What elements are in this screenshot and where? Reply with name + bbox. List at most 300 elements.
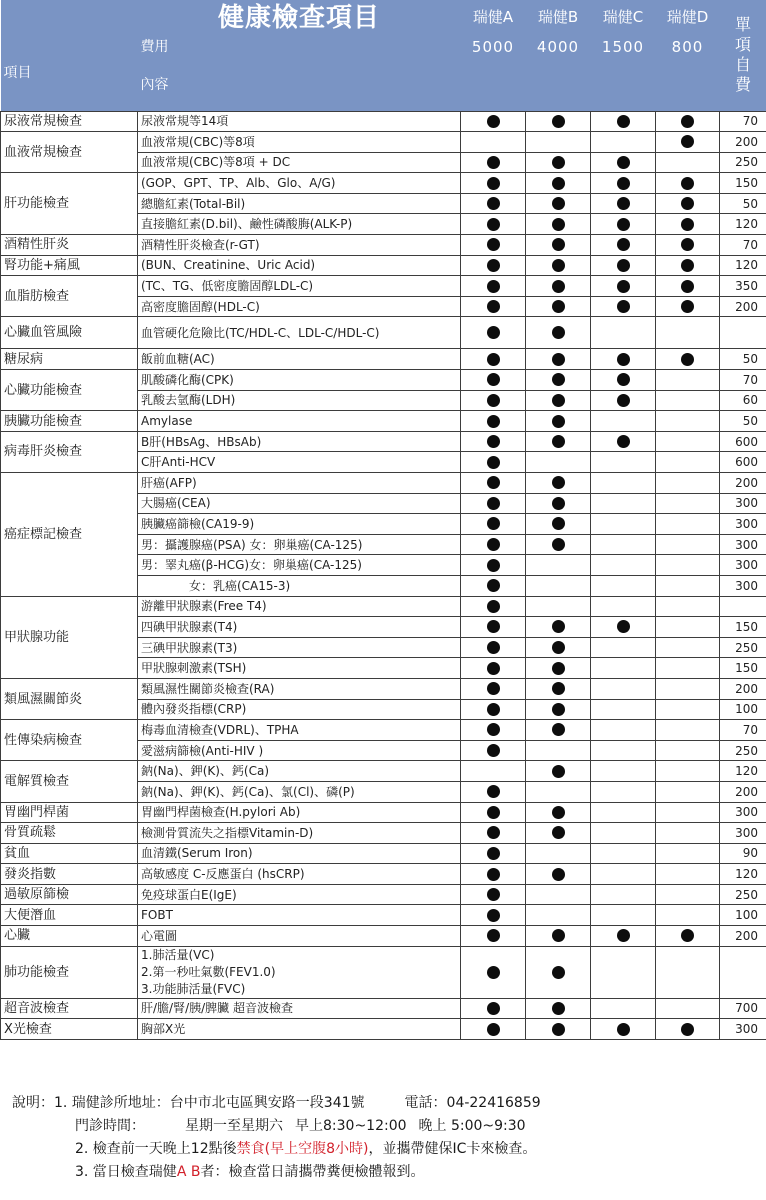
included-dot-icon	[681, 929, 694, 942]
content-cell: 類風濕性關節炎檢查(RA)	[138, 678, 461, 699]
self-pay-price: 300	[720, 555, 766, 576]
included-dot-icon	[487, 280, 500, 293]
included-dot-icon	[487, 156, 500, 169]
fasting-warning: 禁食(早上空腹8小時)	[236, 1141, 369, 1157]
table-row	[1, 235, 766, 256]
note-3-text: 3. 當日檢查瑞健	[75, 1164, 177, 1180]
self-pay-price: 150	[720, 173, 766, 194]
included-dot-icon	[552, 620, 565, 633]
hours-days: 星期一至星期六	[185, 1118, 283, 1134]
clinic-address: 1. 瑞健診所地址：台中市北屯區興安路一段341號	[54, 1095, 365, 1111]
content-cell: 直接膽紅素(D.bil)、鹼性磷酸脢(ALK-P)	[138, 214, 461, 235]
content-cell: 血液常規(CBC)等8項	[138, 132, 461, 153]
self-pay-price: 120	[720, 255, 766, 276]
note-line-1	[12, 1092, 762, 1115]
plan-d-mark-cell	[656, 431, 720, 452]
plan-a-mark-cell	[461, 411, 526, 432]
included-dot-icon	[487, 620, 500, 633]
plan-c-mark-cell	[591, 905, 656, 926]
included-dot-icon	[617, 373, 630, 386]
self-pay-price: 120	[720, 761, 766, 782]
self-pay-price: 300	[720, 823, 766, 844]
plan-a-mark-cell	[461, 617, 526, 638]
category-cell: 腎功能+痛風	[1, 255, 138, 276]
included-dot-icon	[552, 280, 565, 293]
plan-a-mark-cell	[461, 276, 526, 297]
plan-a-mark-cell	[461, 843, 526, 864]
included-dot-icon	[487, 929, 500, 942]
self-pay-price: 250	[720, 637, 766, 658]
content-cell	[138, 946, 461, 998]
included-dot-icon	[487, 600, 500, 613]
included-dot-icon	[487, 1002, 500, 1015]
included-dot-icon	[552, 218, 565, 231]
table-row	[1, 596, 766, 617]
plan-b-name: 瑞健B	[537, 8, 579, 26]
category-cell: 心臟	[1, 926, 138, 947]
included-dot-icon	[552, 156, 565, 169]
plan-c-mark-cell	[591, 864, 656, 885]
plan-d-mark-cell	[656, 1019, 720, 1040]
included-dot-icon	[487, 394, 500, 407]
self-pay-char: 費	[734, 75, 751, 95]
plan-b-mark-cell	[526, 235, 591, 256]
category-cell: X光檢查	[1, 1019, 138, 1040]
category-cell: 血液常規檢查	[1, 132, 138, 173]
self-pay-price: 250	[720, 884, 766, 905]
table-row	[1, 905, 766, 926]
included-dot-icon	[681, 135, 694, 148]
plan-b-mark-cell	[526, 678, 591, 699]
included-dot-icon	[617, 197, 630, 210]
plan-a-mark-cell	[461, 111, 526, 132]
content-cell: B肝(HBsAg、HBsAb)	[138, 431, 461, 452]
clinic-phone: 電話：04-22416859	[404, 1095, 541, 1111]
plan-c-mark-cell	[591, 998, 656, 1019]
content-cell: (TC、TG、低密度膽固醇LDL-C)	[138, 276, 461, 297]
plan-a-mark-cell	[461, 823, 526, 844]
plan-b-mark-cell	[526, 740, 591, 761]
table-row	[1, 720, 766, 741]
plan-a-mark-cell	[461, 596, 526, 617]
included-dot-icon	[552, 435, 565, 448]
self-pay-price: 90	[720, 843, 766, 864]
plan-d-mark-cell	[656, 235, 720, 256]
content-cell: FOBT	[138, 905, 461, 926]
plan-b-mark-cell	[526, 575, 591, 596]
hours-evening: 晚上 5:00~9:30	[418, 1118, 526, 1134]
table-row	[1, 1019, 766, 1040]
plan-d-mark-cell	[656, 534, 720, 555]
included-dot-icon	[487, 662, 500, 675]
plan-d-mark-cell	[656, 740, 720, 761]
category-cell: 電解質檢查	[1, 761, 138, 802]
included-dot-icon	[487, 723, 500, 736]
content-cell: 游離甲狀腺素(Free T4)	[138, 596, 461, 617]
plan-b-mark-cell	[526, 596, 591, 617]
included-dot-icon	[617, 280, 630, 293]
plan-b-mark-cell	[526, 534, 591, 555]
plan-c-mark-cell	[591, 111, 656, 132]
included-dot-icon	[617, 394, 630, 407]
plan-b-mark-cell	[526, 349, 591, 370]
included-dot-icon	[552, 326, 565, 339]
plan-a-mark-cell	[461, 884, 526, 905]
plan-c-mark-cell	[591, 926, 656, 947]
plan-a-mark-cell	[461, 740, 526, 761]
table-row	[1, 431, 766, 452]
plan-b-mark-cell	[526, 214, 591, 235]
content-cell: 肌酸磷化酶(CPK)	[138, 370, 461, 391]
plan-b-mark-cell	[526, 276, 591, 297]
plan-b-mark-cell	[526, 637, 591, 658]
category-cell: 骨質疏鬆	[1, 823, 138, 844]
plan-c-mark-cell	[591, 720, 656, 741]
table-row	[1, 317, 766, 349]
category-cell: 過敏原篩檢	[1, 884, 138, 905]
included-dot-icon	[552, 1023, 565, 1036]
included-dot-icon	[552, 682, 565, 695]
self-pay-price	[720, 317, 766, 349]
plan-b-mark-cell	[526, 761, 591, 782]
included-dot-icon	[487, 115, 500, 128]
included-dot-icon	[487, 744, 500, 757]
content-cell: 四碘甲狀腺素(T4)	[138, 617, 461, 638]
self-pay-price: 250	[720, 152, 766, 173]
self-pay-price: 100	[720, 905, 766, 926]
plan-a-mark-cell	[461, 534, 526, 555]
plan-c-mark-cell	[591, 781, 656, 802]
plan-d-mark-cell	[656, 214, 720, 235]
content-cell: 飯前血糖(AC)	[138, 349, 461, 370]
self-pay-price: 300	[720, 1019, 766, 1040]
plan-d-mark-cell	[656, 658, 720, 679]
plan-a-mark-cell	[461, 255, 526, 276]
plan-c-mark-cell	[591, 596, 656, 617]
table-row	[1, 173, 766, 194]
content-cell: 高密度膽固醇(HDL-C)	[138, 296, 461, 317]
self-pay-price: 200	[720, 132, 766, 153]
content-cell: 愛滋病篩檢(Anti-HIV )	[138, 740, 461, 761]
included-dot-icon	[552, 394, 565, 407]
plan-a-name: 瑞健A	[472, 8, 514, 26]
table-row	[1, 473, 766, 494]
included-dot-icon	[552, 476, 565, 489]
table-row	[1, 255, 766, 276]
self-pay-price: 300	[720, 534, 766, 555]
self-pay-price: 200	[720, 781, 766, 802]
plan-b-mark-cell	[526, 255, 591, 276]
plan-a-mark-cell	[461, 296, 526, 317]
self-pay-price: 70	[720, 235, 766, 256]
included-dot-icon	[487, 909, 500, 922]
self-pay-price: 100	[720, 699, 766, 720]
self-pay-price: 250	[720, 740, 766, 761]
plan-d-name: 瑞健D	[666, 8, 709, 26]
plan-a-mark-cell	[461, 214, 526, 235]
included-dot-icon	[487, 497, 500, 510]
plan-d-mark-cell	[656, 111, 720, 132]
plan-d-mark-cell	[656, 575, 720, 596]
plan-c-mark-cell	[591, 152, 656, 173]
note-2-text: 2. 檢查前一天晚上12點後	[75, 1141, 237, 1157]
self-pay-price: 150	[720, 617, 766, 638]
self-pay-price	[720, 596, 766, 617]
included-dot-icon	[552, 641, 565, 654]
plan-c-mark-cell	[591, 349, 656, 370]
plan-a-mark-cell	[461, 452, 526, 473]
plan-c-mark-cell	[591, 473, 656, 494]
plan-c-mark-cell	[591, 514, 656, 535]
category-cell: 類風濕關節炎	[1, 678, 138, 719]
plan-b-mark-cell	[526, 998, 591, 1019]
plan-d-mark-cell	[656, 699, 720, 720]
included-dot-icon	[487, 177, 500, 190]
included-dot-icon	[487, 218, 500, 231]
content-cell: 血清鐵(Serum Iron)	[138, 843, 461, 864]
plan-a-mark-cell	[461, 946, 526, 998]
included-dot-icon	[552, 497, 565, 510]
plan-c-mark-cell	[591, 452, 656, 473]
plan-c-mark-cell	[591, 617, 656, 638]
table-row	[1, 370, 766, 391]
table-row	[1, 823, 766, 844]
plan-a-mark-cell	[461, 493, 526, 514]
plan-c-mark-cell	[591, 946, 656, 998]
included-dot-icon	[487, 326, 500, 339]
plan-b-mark-cell	[526, 473, 591, 494]
plan-a-mark-cell	[461, 926, 526, 947]
content-cell: 甲狀腺刺激素(TSH)	[138, 658, 461, 679]
self-pay-price: 50	[720, 193, 766, 214]
included-dot-icon	[617, 620, 630, 633]
table-row	[1, 946, 766, 998]
note-2-tail: ，並攜帶健保IC卡來檢查。	[368, 1141, 537, 1157]
plan-d-mark-cell	[656, 473, 720, 494]
plan-c-mark-cell	[591, 658, 656, 679]
plan-d-mark-cell	[656, 802, 720, 823]
plan-d-mark-cell	[656, 596, 720, 617]
plan-d-mark-cell	[656, 370, 720, 391]
plan-b-mark-cell	[526, 493, 591, 514]
included-dot-icon	[681, 218, 694, 231]
plan-a-mark-cell	[461, 349, 526, 370]
plan-d-mark-cell	[656, 132, 720, 153]
plan-d-mark-cell	[656, 411, 720, 432]
content-line: 1.肺活量(VC)	[141, 948, 215, 963]
self-pay-price: 60	[720, 390, 766, 411]
self-pay-price: 200	[720, 678, 766, 699]
included-dot-icon	[487, 517, 500, 530]
plan-d-mark-cell	[656, 514, 720, 535]
included-dot-icon	[617, 238, 630, 251]
plan-b-mark-cell	[526, 514, 591, 535]
plan-d-mark-cell	[656, 452, 720, 473]
included-dot-icon	[617, 156, 630, 169]
plan-c-mark-cell	[591, 370, 656, 391]
plan-b-mark-cell	[526, 699, 591, 720]
category-cell: 胃幽門桿菌	[1, 802, 138, 823]
included-dot-icon	[487, 579, 500, 592]
plan-b-mark-cell	[526, 411, 591, 432]
category-cell: 大便潛血	[1, 905, 138, 926]
plan-d-mark-cell	[656, 864, 720, 885]
included-dot-icon	[552, 826, 565, 839]
table-row	[1, 926, 766, 947]
note-hours	[12, 1115, 762, 1138]
plan-a-mark-cell	[461, 235, 526, 256]
plan-c-mark-cell	[591, 214, 656, 235]
plan-d-mark-cell	[656, 617, 720, 638]
plan-a-mark-cell	[461, 473, 526, 494]
self-pay-price: 700	[720, 998, 766, 1019]
content-cell: 體內發炎指標(CRP)	[138, 699, 461, 720]
self-pay-price: 600	[720, 431, 766, 452]
plan-a-mark-cell	[461, 905, 526, 926]
included-dot-icon	[552, 353, 565, 366]
included-dot-icon	[681, 259, 694, 272]
plan-d-mark-cell	[656, 926, 720, 947]
plan-a-mark-cell	[461, 658, 526, 679]
content-cell: 鈉(Na)、鉀(K)、鈣(Ca)、氯(Cl)、磷(P)	[138, 781, 461, 802]
included-dot-icon	[552, 703, 565, 716]
content-label: 內容	[140, 76, 169, 93]
included-dot-icon	[487, 538, 500, 551]
plan-b-mark-cell	[526, 317, 591, 349]
self-pay-price: 600	[720, 452, 766, 473]
plan-a-mark-cell	[461, 699, 526, 720]
plan-d-mark-cell	[656, 843, 720, 864]
included-dot-icon	[552, 517, 565, 530]
plan-c-mark-cell	[591, 637, 656, 658]
content-cell: 免疫球蛋白E(IgE)	[138, 884, 461, 905]
content-cell: 檢測骨質流失之指標Vitamin-D)	[138, 823, 461, 844]
plan-d-mark-cell	[656, 193, 720, 214]
plan-b-mark-cell	[526, 720, 591, 741]
table-row	[1, 411, 766, 432]
content-cell: 血管硬化危險比(TC/HDL-C、LDL-C/HDL-C)	[138, 317, 461, 349]
category-cell: 酒精性肝炎	[1, 235, 138, 256]
content-cell: 血液常規(CBC)等8項 + DC	[138, 152, 461, 173]
plan-b-mark-cell	[526, 296, 591, 317]
content-cell: 胰臟癌篩檢(CA19-9)	[138, 514, 461, 535]
category-cell: 糖尿病	[1, 349, 138, 370]
plan-d-mark-cell	[656, 493, 720, 514]
included-dot-icon	[487, 559, 500, 572]
plan-c-mark-cell	[591, 276, 656, 297]
table-row	[1, 678, 766, 699]
table-row	[1, 276, 766, 297]
included-dot-icon	[617, 259, 630, 272]
plan-c-mark-cell	[591, 132, 656, 153]
plan-b-mark-cell	[526, 111, 591, 132]
included-dot-icon	[617, 929, 630, 942]
included-dot-icon	[487, 476, 500, 489]
plan-a-mark-cell	[461, 781, 526, 802]
note-line-3	[12, 1161, 762, 1184]
included-dot-icon	[487, 456, 500, 469]
included-dot-icon	[487, 353, 500, 366]
plan-d-mark-cell	[656, 173, 720, 194]
category-cell: 肝功能檢查	[1, 173, 138, 235]
included-dot-icon	[552, 868, 565, 881]
self-pay-price: 200	[720, 926, 766, 947]
included-dot-icon	[552, 373, 565, 386]
plan-b-mark-cell	[526, 926, 591, 947]
table-row	[1, 349, 766, 370]
included-dot-icon	[552, 966, 565, 979]
included-dot-icon	[487, 868, 500, 881]
plan-d-mark-cell	[656, 555, 720, 576]
category-cell: 心臟功能檢查	[1, 370, 138, 411]
plan-c-mark-cell	[591, 1019, 656, 1040]
plan-c-mark-cell	[591, 575, 656, 596]
plan-d-mark-cell	[656, 905, 720, 926]
plan-b-mark-cell	[526, 905, 591, 926]
plan-c-mark-cell	[591, 390, 656, 411]
category-cell: 肺功能檢查	[1, 946, 138, 998]
plan-c-mark-cell	[591, 235, 656, 256]
self-pay-char: 自	[734, 55, 751, 75]
included-dot-icon	[617, 300, 630, 313]
self-pay-price: 200	[720, 473, 766, 494]
included-dot-icon	[681, 197, 694, 210]
plan-c-price: 1500	[601, 37, 645, 56]
content-cell: 大腸癌(CEA)	[138, 493, 461, 514]
plan-c-mark-cell	[591, 317, 656, 349]
self-pay-price	[720, 946, 766, 998]
included-dot-icon	[681, 280, 694, 293]
plan-b-mark-cell	[526, 823, 591, 844]
category-cell: 血脂肪檢查	[1, 276, 138, 317]
category-cell: 超音波檢查	[1, 998, 138, 1019]
included-dot-icon	[552, 806, 565, 819]
plan-b-mark-cell	[526, 1019, 591, 1040]
content-cell: 胸部X光	[138, 1019, 461, 1040]
included-dot-icon	[617, 435, 630, 448]
content-cell: 肝/膽/腎/胰/脾臟 超音波檢查	[138, 998, 461, 1019]
content-cell: 胃幽門桿菌檢查(H.pylori Ab)	[138, 802, 461, 823]
included-dot-icon	[487, 826, 500, 839]
content-cell: 高敏感度 C-反應蛋白 (hsCRP)	[138, 864, 461, 885]
plan-a-mark-cell	[461, 193, 526, 214]
plan-a-mark-cell	[461, 370, 526, 391]
content-cell: 三碘甲狀腺素(T3)	[138, 637, 461, 658]
plan-a-mark-cell	[461, 720, 526, 741]
page-title: 健康檢查項目	[217, 2, 380, 33]
table-row	[1, 111, 766, 132]
plan-b-mark-cell	[526, 132, 591, 153]
plan-d-mark-cell	[656, 152, 720, 173]
plan-a-price: 5000	[471, 37, 515, 56]
plan-c-mark-cell	[591, 493, 656, 514]
included-dot-icon	[487, 888, 500, 901]
plan-b-mark-cell	[526, 555, 591, 576]
included-dot-icon	[552, 723, 565, 736]
plan-c-mark-cell	[591, 193, 656, 214]
table-row	[1, 802, 766, 823]
category-cell: 貧血	[1, 843, 138, 864]
self-pay-price: 70	[720, 720, 766, 741]
plan-d-mark-cell	[656, 255, 720, 276]
table-row	[1, 998, 766, 1019]
included-dot-icon	[552, 177, 565, 190]
self-pay-price: 70	[720, 111, 766, 132]
included-dot-icon	[552, 197, 565, 210]
included-dot-icon	[552, 929, 565, 942]
plan-c-mark-cell	[591, 761, 656, 782]
included-dot-icon	[617, 1023, 630, 1036]
